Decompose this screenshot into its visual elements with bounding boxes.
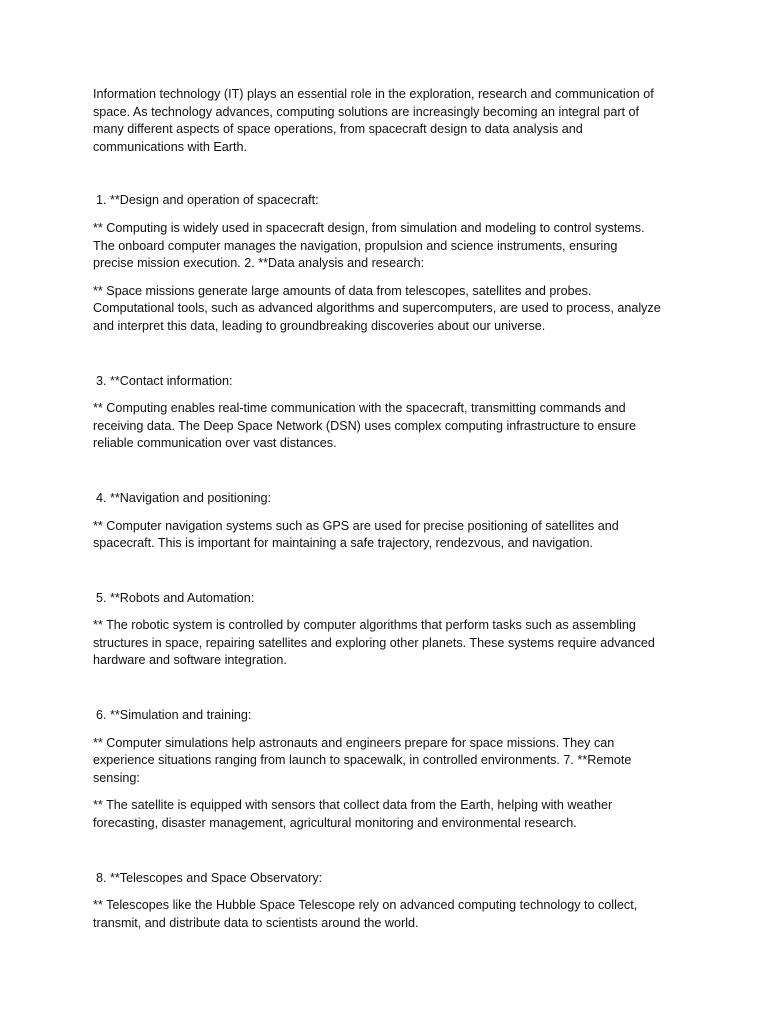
section-body: ** The robotic system is controlled by computer algorithms that perform tasks such as assembling structures in space, repairing satellites and exploring other planets. These systems require advanced hardware and software integration. [93, 618, 655, 668]
section-body: ** Computer navigation systems such as GPS are used for precise positioning of satellites and spacecraft. This is important for maintaining a safe trajectory, rendezvous, and navigation. [93, 518, 619, 551]
section-1 [93, 192, 683, 272]
section-body: ** Computing is widely used in spacecraft design, from simulation and modeling to control systems. The onboard computer manages the navigation, propulsion and science instruments, ensuring precise mission execution. 2. **Data analysis and research: [93, 220, 645, 271]
section-8 [93, 870, 683, 933]
section-body: ** Space missions generate large amounts of data from telescopes, satellites and probes. Computational tools, such as advanced algorithms and supercomputers, are used to process, analyze and interpret this data, leading to groundbreaking discoveries about our universe. [93, 283, 661, 333]
section-3 [93, 373, 683, 453]
section-2 [93, 283, 683, 336]
section-6 [93, 707, 683, 787]
section-4 [93, 490, 683, 553]
section-heading: 6. **Simulation and training: [96, 708, 252, 723]
section-heading: 5. **Robots and Automation: [96, 590, 255, 605]
section-body: ** Computing enables real-time communication with the spacecraft, transmitting commands and receiving data. The Deep Space Network (DSN) uses complex computing infrastructure to ensure reliable communication over vast distances. [93, 401, 636, 451]
section-5 [93, 590, 683, 670]
section-heading: 1. **Design and operation of spacecraft: [96, 193, 319, 208]
section-body: ** The satellite is equipped with sensors that collect data from the Earth, helping with weather forecasting, disaster management, agricultural monitoring and environmental research. [93, 798, 613, 831]
section-body: ** Computer simulations help astronauts and engineers prepare for space missions. They can experience situations ranging from launch to spacewalk, in controlled environments. 7. **Remote sensing: [93, 735, 632, 785]
section-heading: 3. **Contact information: [96, 373, 233, 388]
section-heading: 8. **Telescopes and Space Observatory: [96, 870, 323, 885]
section-7 [93, 797, 683, 832]
section-body: ** Telescopes like the Hubble Space Telescope rely on advanced computing technology to collect, transmit, and distribute data to scientists around the world. [93, 898, 638, 930]
intro-paragraph: Information technology (IT) plays an essential role in the exploration, research and communication of space. As technology advances, computing solutions are increasingly becoming an integral part of many different aspects of space operations, from spacecraft design to data analysis and communications with Earth. [93, 87, 654, 154]
section-heading: 4. **Navigation and positioning: [96, 490, 272, 505]
document-page [93, 86, 683, 932]
